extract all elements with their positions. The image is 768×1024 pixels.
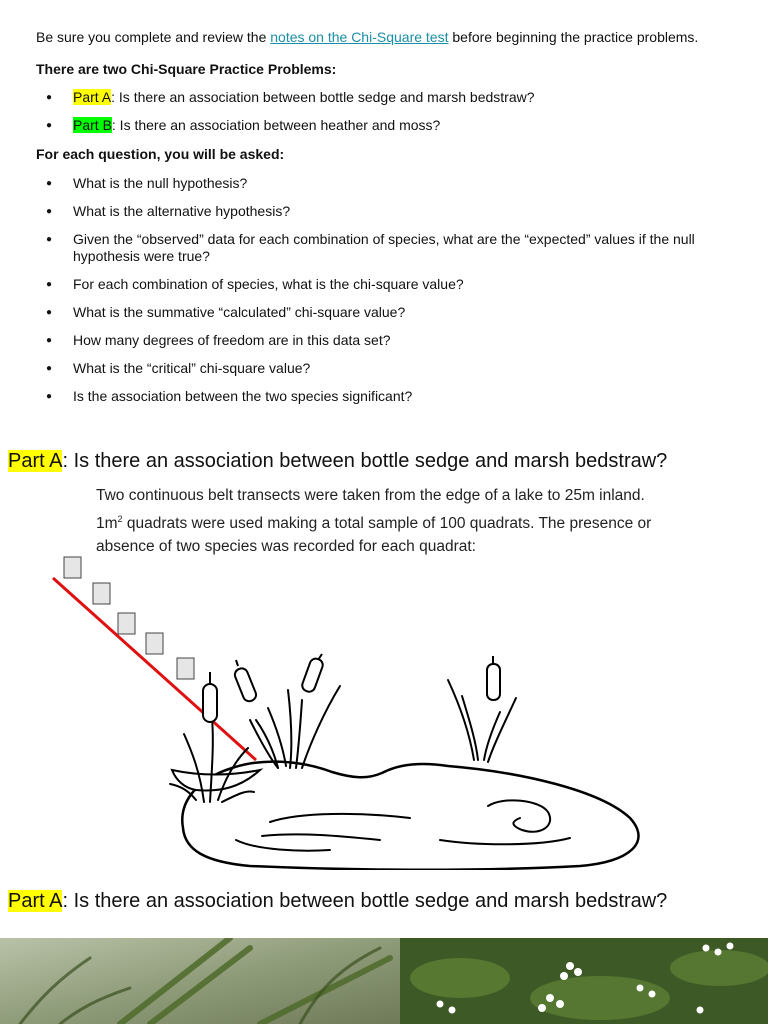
chi-square-notes-link[interactable]: notes on the Chi-Square test [270,29,449,45]
part-a-heading-text: : Is there an association between bottle sedge and marsh bedstraw? [62,450,668,472]
questions-heading: For each question, you will be asked: [36,146,285,162]
quadrat-icon [93,583,110,604]
problem-b-text: : Is there an association between heather and moss? [111,117,441,133]
quadrat-icon [64,557,81,578]
question-item: ● What is the “critical” chi-square value? [36,360,748,377]
description-line-2-pre: 1m [96,514,118,532]
question-item: ● What is the summative “calculated” chi-square value? [36,304,748,321]
problem-item-a [36,89,535,106]
problem-a-text: : Is there an association between bottle sedge and marsh bedstraw? [111,89,535,105]
intro-after: before beginning the practice problems. [448,29,699,45]
part-a-repeat-tag: Part A [8,890,63,912]
transect-line [53,578,256,760]
question-item: ● What is the null hypothesis? [36,175,748,192]
description-line-1: Two continuous belt transects were taken from the edge of a lake to 25m inland. [96,487,645,504]
problems-list [36,89,535,134]
quadrat-squares [64,557,194,679]
quadrat-icon [146,633,163,654]
description-line-3: absence of two species was recorded for each quadrat: [96,538,476,556]
cattail-heads [203,657,500,722]
questions-list [36,175,748,405]
pond-transect-illustration [0,550,768,870]
part-a-heading [8,450,667,473]
part-a-repeat-heading [8,890,667,913]
problems-heading: There are two Chi-Square Practice Problems: [36,61,337,77]
part-a-heading-tag: Part A [8,450,63,472]
problem-item-b [36,117,535,134]
question-item: ● For each combination of species, what is the chi-square value? [36,276,748,293]
marsh-bedstraw-photo [400,938,768,1024]
question-item: ● How many degrees of freedom are in this data set? [36,332,748,349]
part-a-repeat-text: : Is there an association between bottle sedge and marsh bedstraw? [62,890,668,912]
part-a-highlight: Part A [73,89,112,105]
transect-description [96,484,736,559]
description-line-2 [96,508,736,536]
question-item: ● What is the alternative hypothesis? [36,203,748,220]
quadrat-icon [177,658,194,679]
bottle-sedge-photo [0,938,400,1024]
intro-before: Be sure you complete and review the [36,29,271,45]
quadrat-icon [118,613,135,634]
question-item: ● Given the “observed” data for each combination of species, what are the “expected” values if the null hypothesis were true? [36,231,748,265]
description-superscript: 2 [117,513,123,524]
part-b-highlight: Part B [73,117,112,133]
cattail-stems [210,654,493,684]
question-item: ● Is the association between the two species significant? [36,388,748,405]
intro-sentence [36,29,698,45]
description-line-2-post: quadrats were used making a total sample of 100 quadrats. The presence or [122,514,652,532]
